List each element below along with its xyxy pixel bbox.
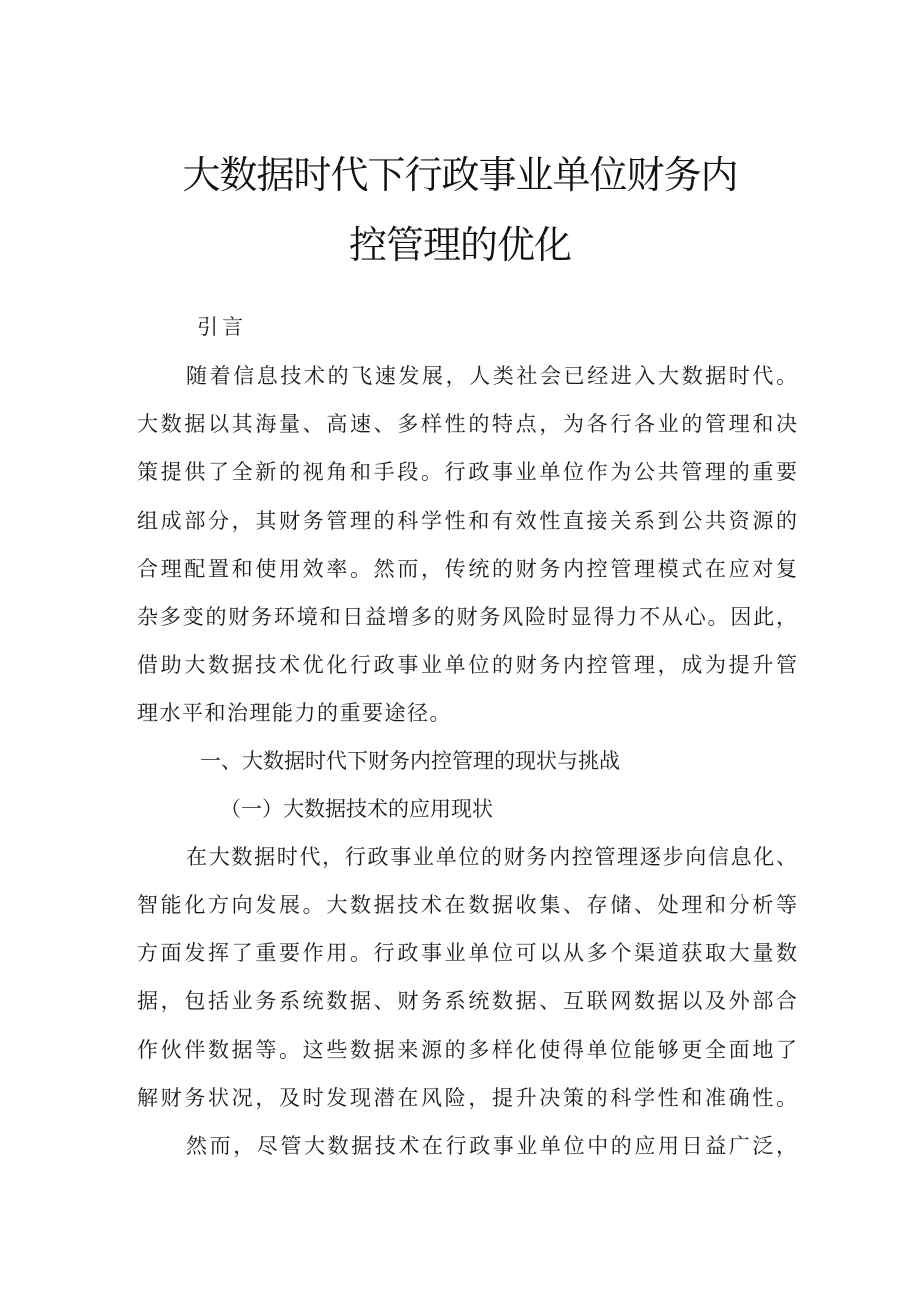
paragraph-1-line: 杂多变的财务环境和日益增多的财务风险时显得力不从心。因此， (137, 605, 797, 629)
paragraph-1-line: 组成部分，其财务管理的科学性和有效性直接关系到公共资源的 (137, 509, 797, 533)
paragraph-1-line: 借助大数据技术优化行政事业单位的财务内控管理，成为提升管 (137, 653, 797, 677)
section-1-heading: 一、大数据时代下财务内控管理的现状与挑战 (200, 749, 620, 773)
intro-label: 引言 (197, 315, 247, 339)
paragraph-2-line: 作伙伴数据等。这些数据来源的多样化使得单位能够更全面地了 (137, 1038, 797, 1062)
paragraph-1-line: 策提供了全新的视角和手段。行政事业单位作为公共管理的重要 (137, 460, 797, 484)
document-title-line-2: 控管理的优化 (348, 223, 571, 267)
paragraph-2-line: 据，包括业务系统数据、财务系统数据、互联网数据以及外部合 (137, 989, 797, 1013)
paragraph-2-line: 在大数据时代，行政事业单位的财务内控管理逐步向信息化、 (186, 845, 797, 869)
paragraph-2-line: 方面发挥了重要作用。行政事业单位可以从多个渠道获取大量数 (137, 941, 797, 965)
paragraph-1-line: 理水平和治理能力的重要途径。 (137, 701, 452, 725)
document-title-line-1: 大数据时代下行政事业单位财务内 (182, 153, 738, 197)
subsection-1-heading: （一）大数据技术的应用现状 (220, 797, 493, 821)
paragraph-1-line: 合理配置和使用效率。然而，传统的财务内控管理模式在应对复 (137, 557, 797, 581)
paragraph-1-line: 大数据以其海量、高速、多样性的特点，为各行各业的管理和决 (137, 412, 797, 436)
paragraph-2-line: 解财务状况，及时发现潜在风险，提升决策的科学性和准确性。 (137, 1086, 797, 1110)
paragraph-2-line: 智能化方向发展。大数据技术在数据收集、存储、处理和分析等 (137, 893, 797, 917)
paragraph-3-line: 然而，尽管大数据技术在行政事业单位中的应用日益广泛， (186, 1134, 797, 1158)
paragraph-1-line: 随着信息技术的飞速发展，人类社会已经进入大数据时代。 (186, 364, 797, 388)
